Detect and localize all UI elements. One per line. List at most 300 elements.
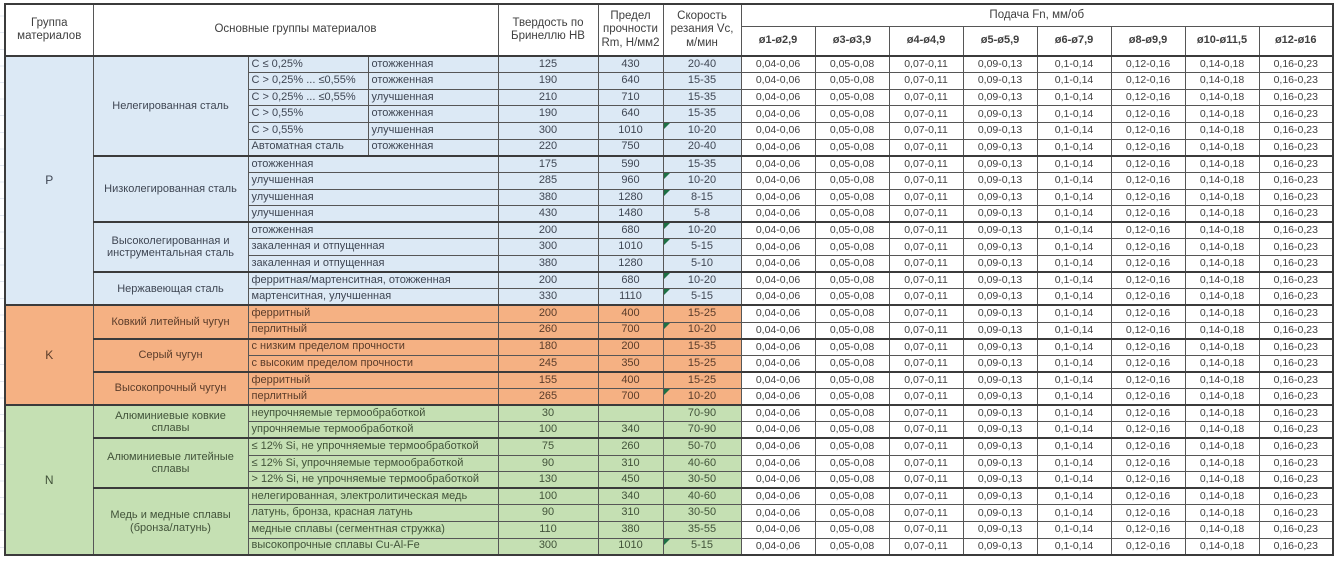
cell-feed-fn[interactable]: 0,16-0,23 <box>1259 405 1333 422</box>
cell-feed-fn[interactable]: 0,04-0,06 <box>741 123 815 140</box>
cell-feed-fn[interactable]: 0,16-0,23 <box>1259 206 1333 223</box>
cell-cutting-speed-vc[interactable]: 5-15 <box>663 289 741 306</box>
cell-feed-fn[interactable]: 0,14-0,18 <box>1185 106 1259 123</box>
cell-feed-fn[interactable]: 0,16-0,23 <box>1259 488 1333 505</box>
cell-feed-fn[interactable]: 0,09-0,13 <box>963 189 1037 206</box>
cell-material-description[interactable]: высокопрочные сплавы Cu-Al-Fe <box>248 538 498 555</box>
cell-material-description[interactable]: ферритный <box>248 372 498 389</box>
cell-feed-fn[interactable]: 0,09-0,13 <box>963 405 1037 422</box>
cell-feed-fn[interactable]: 0,16-0,23 <box>1259 172 1333 189</box>
cell-feed-fn[interactable]: 0,09-0,13 <box>963 505 1037 522</box>
cell-hardness-hb[interactable]: 200 <box>498 272 598 289</box>
cell-feed-fn[interactable]: 0,14-0,18 <box>1185 89 1259 106</box>
cell-feed-fn[interactable]: 0,05-0,08 <box>815 372 889 389</box>
cell-feed-fn[interactable]: 0,12-0,16 <box>1111 272 1185 289</box>
cell-feed-fn[interactable]: 0,16-0,23 <box>1259 189 1333 206</box>
cell-feed-fn[interactable]: 0,05-0,08 <box>815 89 889 106</box>
cell-material-group-code[interactable]: K <box>5 305 93 405</box>
cell-feed-fn[interactable]: 0,04-0,06 <box>741 422 815 439</box>
cell-cutting-speed-vc[interactable]: 5-15 <box>663 538 741 555</box>
cell-material-state[interactable]: отожженная <box>368 139 498 156</box>
cell-feed-fn[interactable]: 0,05-0,08 <box>815 256 889 273</box>
cell-feed-fn[interactable]: 0,04-0,06 <box>741 89 815 106</box>
cell-feed-fn[interactable]: 0,12-0,16 <box>1111 339 1185 356</box>
cell-feed-fn[interactable]: 0,16-0,23 <box>1259 56 1333 73</box>
cell-hardness-hb[interactable]: 380 <box>498 256 598 273</box>
cell-feed-fn[interactable]: 0,05-0,08 <box>815 189 889 206</box>
cell-feed-fn[interactable]: 0,12-0,16 <box>1111 172 1185 189</box>
cell-feed-fn[interactable]: 0,16-0,23 <box>1259 522 1333 539</box>
cell-feed-fn[interactable]: 0,14-0,18 <box>1185 372 1259 389</box>
cell-feed-fn[interactable]: 0,12-0,16 <box>1111 256 1185 273</box>
cell-feed-fn[interactable]: 0,1-0,14 <box>1037 222 1111 239</box>
cell-feed-fn[interactable]: 0,1-0,14 <box>1037 488 1111 505</box>
cell-feed-fn[interactable]: 0,1-0,14 <box>1037 505 1111 522</box>
cell-feed-fn[interactable]: 0,07-0,11 <box>889 455 963 472</box>
cell-strength-rm[interactable]: 1010 <box>598 123 663 140</box>
col-header-hardness[interactable]: Твердость по Бринеллю HB <box>498 4 598 56</box>
col-header-material-group[interactable]: Группа материалов <box>5 4 93 56</box>
cell-cutting-speed-vc[interactable]: 15-35 <box>663 89 741 106</box>
cell-feed-fn[interactable]: 0,16-0,23 <box>1259 438 1333 455</box>
cell-feed-fn[interactable]: 0,04-0,06 <box>741 389 815 406</box>
cell-hardness-hb[interactable]: 200 <box>498 222 598 239</box>
cell-feed-fn[interactable]: 0,16-0,23 <box>1259 422 1333 439</box>
cell-material-description[interactable]: с высоким пределом прочности <box>248 355 498 372</box>
cell-cutting-speed-vc[interactable]: 20-40 <box>663 56 741 73</box>
cell-material-description[interactable]: улучшенная <box>248 172 498 189</box>
cell-feed-fn[interactable]: 0,1-0,14 <box>1037 56 1111 73</box>
cell-feed-fn[interactable]: 0,07-0,11 <box>889 156 963 173</box>
cell-feed-fn[interactable]: 0,09-0,13 <box>963 256 1037 273</box>
cell-hardness-hb[interactable]: 200 <box>498 305 598 322</box>
cell-cutting-speed-vc[interactable]: 15-25 <box>663 372 741 389</box>
cell-feed-fn[interactable]: 0,16-0,23 <box>1259 73 1333 90</box>
cell-feed-fn[interactable]: 0,05-0,08 <box>815 438 889 455</box>
col-header-diameter[interactable]: ø6-ø7,9 <box>1037 26 1111 56</box>
cell-subgroup-name[interactable]: Высоколегированная и инструментальная сталь <box>93 222 248 272</box>
cell-hardness-hb[interactable]: 210 <box>498 89 598 106</box>
cell-feed-fn[interactable]: 0,04-0,06 <box>741 322 815 339</box>
cell-feed-fn[interactable]: 0,04-0,06 <box>741 172 815 189</box>
cell-cutting-speed-vc[interactable]: 40-60 <box>663 488 741 505</box>
cell-feed-fn[interactable]: 0,07-0,11 <box>889 438 963 455</box>
cell-feed-fn[interactable]: 0,07-0,11 <box>889 139 963 156</box>
cell-material-description[interactable]: мартенситная, улучшенная <box>248 289 498 306</box>
cell-feed-fn[interactable]: 0,07-0,11 <box>889 355 963 372</box>
cell-carbon-content[interactable]: C ≤ 0,25% <box>248 56 368 73</box>
cell-feed-fn[interactable]: 0,05-0,08 <box>815 339 889 356</box>
cell-feed-fn[interactable]: 0,16-0,23 <box>1259 123 1333 140</box>
cell-material-description[interactable]: перлитный <box>248 322 498 339</box>
cell-feed-fn[interactable]: 0,12-0,16 <box>1111 189 1185 206</box>
cell-cutting-speed-vc[interactable]: 15-35 <box>663 106 741 123</box>
cell-hardness-hb[interactable]: 265 <box>498 389 598 406</box>
cell-feed-fn[interactable]: 0,05-0,08 <box>815 505 889 522</box>
cell-hardness-hb[interactable]: 110 <box>498 522 598 539</box>
cell-subgroup-name[interactable]: Высокопрочный чугун <box>93 372 248 405</box>
cell-feed-fn[interactable]: 0,1-0,14 <box>1037 372 1111 389</box>
cell-feed-fn[interactable]: 0,09-0,13 <box>963 139 1037 156</box>
cell-feed-fn[interactable]: 0,16-0,23 <box>1259 106 1333 123</box>
cell-hardness-hb[interactable]: 175 <box>498 156 598 173</box>
cell-strength-rm[interactable]: 350 <box>598 355 663 372</box>
cell-hardness-hb[interactable]: 190 <box>498 106 598 123</box>
col-header-diameter[interactable]: ø4-ø4,9 <box>889 26 963 56</box>
cell-feed-fn[interactable]: 0,04-0,06 <box>741 339 815 356</box>
cell-feed-fn[interactable]: 0,14-0,18 <box>1185 73 1259 90</box>
cell-carbon-content[interactable]: Автоматная сталь <box>248 139 368 156</box>
cell-material-description[interactable]: перлитный <box>248 389 498 406</box>
cell-material-description[interactable]: с низким пределом прочности <box>248 339 498 356</box>
cell-cutting-speed-vc[interactable]: 5-8 <box>663 206 741 223</box>
cell-feed-fn[interactable]: 0,07-0,11 <box>889 339 963 356</box>
cell-feed-fn[interactable]: 0,1-0,14 <box>1037 189 1111 206</box>
cell-feed-fn[interactable]: 0,07-0,11 <box>889 488 963 505</box>
cell-feed-fn[interactable]: 0,12-0,16 <box>1111 522 1185 539</box>
cell-subgroup-name[interactable]: Нелегированная сталь <box>93 56 248 156</box>
cell-feed-fn[interactable]: 0,04-0,06 <box>741 438 815 455</box>
cell-feed-fn[interactable]: 0,04-0,06 <box>741 538 815 555</box>
cell-material-description[interactable]: улучшенная <box>248 189 498 206</box>
cell-hardness-hb[interactable]: 260 <box>498 322 598 339</box>
cell-feed-fn[interactable]: 0,14-0,18 <box>1185 172 1259 189</box>
cell-feed-fn[interactable]: 0,14-0,18 <box>1185 405 1259 422</box>
cell-feed-fn[interactable]: 0,14-0,18 <box>1185 139 1259 156</box>
cell-feed-fn[interactable]: 0,05-0,08 <box>815 73 889 90</box>
cell-feed-fn[interactable]: 0,05-0,08 <box>815 322 889 339</box>
cell-hardness-hb[interactable]: 330 <box>498 289 598 306</box>
cell-carbon-content[interactable]: C > 0,55% <box>248 106 368 123</box>
cell-cutting-speed-vc[interactable]: 10-20 <box>663 222 741 239</box>
cell-feed-fn[interactable]: 0,12-0,16 <box>1111 106 1185 123</box>
cell-feed-fn[interactable]: 0,16-0,23 <box>1259 372 1333 389</box>
cell-feed-fn[interactable]: 0,14-0,18 <box>1185 505 1259 522</box>
cell-feed-fn[interactable]: 0,12-0,16 <box>1111 222 1185 239</box>
cell-cutting-speed-vc[interactable]: 40-60 <box>663 455 741 472</box>
cell-feed-fn[interactable]: 0,05-0,08 <box>815 206 889 223</box>
cell-strength-rm[interactable]: 1480 <box>598 206 663 223</box>
cell-material-state[interactable]: отожженная <box>368 73 498 90</box>
cell-material-description[interactable]: ≤ 12% Si, не упрочняемые термообработкой <box>248 438 498 455</box>
cell-subgroup-name[interactable]: Серый чугун <box>93 339 248 372</box>
col-header-diameter[interactable]: ø10-ø11,5 <box>1185 26 1259 56</box>
cell-feed-fn[interactable]: 0,14-0,18 <box>1185 189 1259 206</box>
cell-feed-fn[interactable]: 0,14-0,18 <box>1185 389 1259 406</box>
cell-strength-rm[interactable]: 750 <box>598 139 663 156</box>
cell-feed-fn[interactable]: 0,09-0,13 <box>963 355 1037 372</box>
cell-feed-fn[interactable]: 0,16-0,23 <box>1259 305 1333 322</box>
cell-feed-fn[interactable]: 0,04-0,06 <box>741 139 815 156</box>
cell-feed-fn[interactable]: 0,04-0,06 <box>741 206 815 223</box>
cell-feed-fn[interactable]: 0,04-0,06 <box>741 289 815 306</box>
cell-strength-rm[interactable]: 340 <box>598 488 663 505</box>
cell-feed-fn[interactable]: 0,05-0,08 <box>815 156 889 173</box>
cell-cutting-speed-vc[interactable]: 70-90 <box>663 405 741 422</box>
cell-material-description[interactable]: закаленная и отпущенная <box>248 256 498 273</box>
col-header-diameter[interactable]: ø1-ø2,9 <box>741 26 815 56</box>
cell-feed-fn[interactable]: 0,09-0,13 <box>963 488 1037 505</box>
cell-feed-fn[interactable]: 0,05-0,08 <box>815 488 889 505</box>
cell-hardness-hb[interactable]: 220 <box>498 139 598 156</box>
cell-feed-fn[interactable]: 0,07-0,11 <box>889 372 963 389</box>
col-header-main-groups[interactable]: Основные группы материалов <box>93 4 498 56</box>
cell-feed-fn[interactable]: 0,12-0,16 <box>1111 73 1185 90</box>
cell-feed-fn[interactable]: 0,04-0,06 <box>741 272 815 289</box>
cell-feed-fn[interactable]: 0,16-0,23 <box>1259 289 1333 306</box>
cell-feed-fn[interactable]: 0,12-0,16 <box>1111 123 1185 140</box>
cell-feed-fn[interactable]: 0,1-0,14 <box>1037 455 1111 472</box>
cell-feed-fn[interactable]: 0,09-0,13 <box>963 239 1037 256</box>
cell-feed-fn[interactable]: 0,14-0,18 <box>1185 355 1259 372</box>
cell-hardness-hb[interactable]: 430 <box>498 206 598 223</box>
cell-feed-fn[interactable]: 0,16-0,23 <box>1259 505 1333 522</box>
cell-feed-fn[interactable]: 0,16-0,23 <box>1259 89 1333 106</box>
cell-carbon-content[interactable]: C > 0,25% ... ≤0,55% <box>248 89 368 106</box>
cell-material-description[interactable]: отожженная <box>248 156 498 173</box>
cell-feed-fn[interactable]: 0,14-0,18 <box>1185 206 1259 223</box>
cell-feed-fn[interactable]: 0,1-0,14 <box>1037 89 1111 106</box>
cell-material-state[interactable]: улучшенная <box>368 123 498 140</box>
cell-cutting-speed-vc[interactable]: 50-70 <box>663 438 741 455</box>
cell-hardness-hb[interactable]: 285 <box>498 172 598 189</box>
cell-feed-fn[interactable]: 0,12-0,16 <box>1111 89 1185 106</box>
cell-feed-fn[interactable]: 0,05-0,08 <box>815 405 889 422</box>
cell-material-group-code[interactable]: N <box>5 405 93 555</box>
cell-material-description[interactable]: латунь, бронза, красная латунь <box>248 505 498 522</box>
cell-feed-fn[interactable]: 0,1-0,14 <box>1037 305 1111 322</box>
cell-feed-fn[interactable]: 0,09-0,13 <box>963 322 1037 339</box>
cell-feed-fn[interactable]: 0,1-0,14 <box>1037 538 1111 555</box>
cell-strength-rm[interactable]: 430 <box>598 56 663 73</box>
cell-feed-fn[interactable]: 0,07-0,11 <box>889 106 963 123</box>
cell-feed-fn[interactable]: 0,09-0,13 <box>963 73 1037 90</box>
cell-cutting-speed-vc[interactable]: 35-55 <box>663 522 741 539</box>
cell-feed-fn[interactable]: 0,07-0,11 <box>889 56 963 73</box>
cell-feed-fn[interactable]: 0,04-0,06 <box>741 405 815 422</box>
cell-feed-fn[interactable]: 0,09-0,13 <box>963 123 1037 140</box>
cell-feed-fn[interactable]: 0,16-0,23 <box>1259 389 1333 406</box>
cell-subgroup-name[interactable]: Медь и медные сплавы (бронза/латунь) <box>93 488 248 555</box>
cell-strength-rm[interactable]: 960 <box>598 172 663 189</box>
cell-feed-fn[interactable]: 0,14-0,18 <box>1185 422 1259 439</box>
cell-feed-fn[interactable]: 0,12-0,16 <box>1111 455 1185 472</box>
cell-feed-fn[interactable]: 0,16-0,23 <box>1259 455 1333 472</box>
cell-feed-fn[interactable]: 0,07-0,11 <box>889 422 963 439</box>
cell-feed-fn[interactable]: 0,14-0,18 <box>1185 455 1259 472</box>
cell-cutting-speed-vc[interactable]: 70-90 <box>663 422 741 439</box>
cell-feed-fn[interactable]: 0,04-0,06 <box>741 372 815 389</box>
cell-feed-fn[interactable]: 0,05-0,08 <box>815 305 889 322</box>
col-header-diameter[interactable]: ø8-ø9,9 <box>1111 26 1185 56</box>
cell-strength-rm[interactable]: 310 <box>598 455 663 472</box>
cell-hardness-hb[interactable]: 155 <box>498 372 598 389</box>
cell-feed-fn[interactable]: 0,04-0,06 <box>741 505 815 522</box>
cell-feed-fn[interactable]: 0,12-0,16 <box>1111 372 1185 389</box>
cell-subgroup-name[interactable]: Ковкий литейный чугун <box>93 305 248 338</box>
cell-feed-fn[interactable]: 0,1-0,14 <box>1037 73 1111 90</box>
cell-feed-fn[interactable]: 0,14-0,18 <box>1185 472 1259 489</box>
cell-feed-fn[interactable]: 0,14-0,18 <box>1185 56 1259 73</box>
cell-feed-fn[interactable]: 0,07-0,11 <box>889 123 963 140</box>
col-header-speed[interactable]: Скорость резания Vc, м/мин <box>663 4 741 56</box>
cell-feed-fn[interactable]: 0,12-0,16 <box>1111 538 1185 555</box>
cell-feed-fn[interactable]: 0,09-0,13 <box>963 438 1037 455</box>
cell-feed-fn[interactable]: 0,09-0,13 <box>963 538 1037 555</box>
cell-feed-fn[interactable]: 0,16-0,23 <box>1259 538 1333 555</box>
cell-feed-fn[interactable]: 0,14-0,18 <box>1185 156 1259 173</box>
cell-strength-rm[interactable]: 700 <box>598 322 663 339</box>
cell-feed-fn[interactable]: 0,07-0,11 <box>889 472 963 489</box>
cell-feed-fn[interactable]: 0,04-0,06 <box>741 472 815 489</box>
cell-feed-fn[interactable]: 0,05-0,08 <box>815 522 889 539</box>
cell-feed-fn[interactable]: 0,09-0,13 <box>963 372 1037 389</box>
cell-feed-fn[interactable]: 0,07-0,11 <box>889 322 963 339</box>
cell-feed-fn[interactable]: 0,09-0,13 <box>963 339 1037 356</box>
cell-strength-rm[interactable]: 710 <box>598 89 663 106</box>
cell-strength-rm[interactable]: 680 <box>598 222 663 239</box>
cell-feed-fn[interactable]: 0,16-0,23 <box>1259 355 1333 372</box>
cell-feed-fn[interactable]: 0,07-0,11 <box>889 289 963 306</box>
col-header-diameter[interactable]: ø3-ø3,9 <box>815 26 889 56</box>
cell-feed-fn[interactable]: 0,04-0,06 <box>741 106 815 123</box>
cell-feed-fn[interactable]: 0,12-0,16 <box>1111 56 1185 73</box>
cell-material-description[interactable]: нелегированная, электролитическая медь <box>248 488 498 505</box>
cell-feed-fn[interactable]: 0,14-0,18 <box>1185 289 1259 306</box>
cell-strength-rm[interactable]: 1280 <box>598 256 663 273</box>
cell-feed-fn[interactable]: 0,14-0,18 <box>1185 239 1259 256</box>
cell-feed-fn[interactable]: 0,12-0,16 <box>1111 422 1185 439</box>
cell-feed-fn[interactable]: 0,07-0,11 <box>889 538 963 555</box>
cell-feed-fn[interactable]: 0,12-0,16 <box>1111 322 1185 339</box>
cell-feed-fn[interactable]: 0,1-0,14 <box>1037 389 1111 406</box>
cell-feed-fn[interactable]: 0,07-0,11 <box>889 206 963 223</box>
cell-feed-fn[interactable]: 0,12-0,16 <box>1111 289 1185 306</box>
cell-feed-fn[interactable]: 0,14-0,18 <box>1185 538 1259 555</box>
cell-material-state[interactable]: отожженная <box>368 106 498 123</box>
cell-feed-fn[interactable]: 0,07-0,11 <box>889 222 963 239</box>
cell-strength-rm[interactable] <box>598 405 663 422</box>
cell-material-group-code[interactable]: P <box>5 56 93 305</box>
cell-feed-fn[interactable]: 0,09-0,13 <box>963 472 1037 489</box>
cell-subgroup-name[interactable]: Низколегированная сталь <box>93 156 248 223</box>
cell-feed-fn[interactable]: 0,04-0,06 <box>741 488 815 505</box>
cell-strength-rm[interactable]: 1010 <box>598 538 663 555</box>
cell-hardness-hb[interactable]: 380 <box>498 189 598 206</box>
cell-feed-fn[interactable]: 0,09-0,13 <box>963 289 1037 306</box>
cell-feed-fn[interactable]: 0,05-0,08 <box>815 422 889 439</box>
cell-feed-fn[interactable]: 0,1-0,14 <box>1037 156 1111 173</box>
cell-feed-fn[interactable]: 0,09-0,13 <box>963 305 1037 322</box>
cell-feed-fn[interactable]: 0,16-0,23 <box>1259 322 1333 339</box>
cell-feed-fn[interactable]: 0,16-0,23 <box>1259 272 1333 289</box>
cell-material-description[interactable]: отожженная <box>248 222 498 239</box>
col-header-diameter[interactable]: ø5-ø5,9 <box>963 26 1037 56</box>
cell-material-description[interactable]: улучшенная <box>248 206 498 223</box>
cell-feed-fn[interactable]: 0,04-0,06 <box>741 156 815 173</box>
cell-feed-fn[interactable]: 0,1-0,14 <box>1037 472 1111 489</box>
cell-feed-fn[interactable]: 0,09-0,13 <box>963 156 1037 173</box>
cell-cutting-speed-vc[interactable]: 30-50 <box>663 472 741 489</box>
cell-feed-fn[interactable]: 0,09-0,13 <box>963 206 1037 223</box>
cell-hardness-hb[interactable]: 100 <box>498 422 598 439</box>
cell-feed-fn[interactable]: 0,07-0,11 <box>889 505 963 522</box>
cell-cutting-speed-vc[interactable]: 20-40 <box>663 139 741 156</box>
cell-feed-fn[interactable]: 0,07-0,11 <box>889 239 963 256</box>
cell-material-description[interactable]: закаленная и отпущенная <box>248 239 498 256</box>
cell-feed-fn[interactable]: 0,09-0,13 <box>963 106 1037 123</box>
cell-feed-fn[interactable]: 0,1-0,14 <box>1037 272 1111 289</box>
cell-feed-fn[interactable]: 0,14-0,18 <box>1185 305 1259 322</box>
cell-feed-fn[interactable]: 0,07-0,11 <box>889 172 963 189</box>
cell-carbon-content[interactable]: C > 0,25% ... ≤0,55% <box>248 73 368 90</box>
cell-feed-fn[interactable]: 0,05-0,08 <box>815 472 889 489</box>
cell-hardness-hb[interactable]: 300 <box>498 239 598 256</box>
cell-strength-rm[interactable]: 1110 <box>598 289 663 306</box>
cell-feed-fn[interactable]: 0,12-0,16 <box>1111 239 1185 256</box>
cell-feed-fn[interactable]: 0,16-0,23 <box>1259 472 1333 489</box>
cell-feed-fn[interactable]: 0,05-0,08 <box>815 56 889 73</box>
cell-feed-fn[interactable]: 0,04-0,06 <box>741 189 815 206</box>
cell-feed-fn[interactable]: 0,07-0,11 <box>889 522 963 539</box>
col-header-diameter[interactable]: ø12-ø16 <box>1259 26 1333 56</box>
cell-feed-fn[interactable]: 0,05-0,08 <box>815 355 889 372</box>
cell-feed-fn[interactable]: 0,16-0,23 <box>1259 256 1333 273</box>
cell-feed-fn[interactable]: 0,05-0,08 <box>815 289 889 306</box>
cell-strength-rm[interactable]: 590 <box>598 156 663 173</box>
cell-feed-fn[interactable]: 0,04-0,06 <box>741 256 815 273</box>
cell-cutting-speed-vc[interactable]: 15-35 <box>663 339 741 356</box>
cell-feed-fn[interactable]: 0,1-0,14 <box>1037 405 1111 422</box>
cell-feed-fn[interactable]: 0,09-0,13 <box>963 89 1037 106</box>
cell-feed-fn[interactable]: 0,04-0,06 <box>741 222 815 239</box>
cell-feed-fn[interactable]: 0,12-0,16 <box>1111 139 1185 156</box>
cell-cutting-speed-vc[interactable]: 10-20 <box>663 123 741 140</box>
cell-strength-rm[interactable]: 700 <box>598 389 663 406</box>
cell-feed-fn[interactable]: 0,05-0,08 <box>815 106 889 123</box>
cell-feed-fn[interactable]: 0,09-0,13 <box>963 222 1037 239</box>
col-header-strength[interactable]: Предел прочности Rm, Н/мм2 <box>598 4 663 56</box>
cell-feed-fn[interactable]: 0,05-0,08 <box>815 538 889 555</box>
cell-strength-rm[interactable]: 380 <box>598 522 663 539</box>
cell-feed-fn[interactable]: 0,12-0,16 <box>1111 472 1185 489</box>
cell-hardness-hb[interactable]: 300 <box>498 123 598 140</box>
cell-feed-fn[interactable]: 0,1-0,14 <box>1037 339 1111 356</box>
cell-feed-fn[interactable]: 0,05-0,08 <box>815 222 889 239</box>
cell-feed-fn[interactable]: 0,16-0,23 <box>1259 156 1333 173</box>
cell-material-description[interactable]: ферритный <box>248 305 498 322</box>
cell-feed-fn[interactable]: 0,16-0,23 <box>1259 139 1333 156</box>
cell-feed-fn[interactable]: 0,09-0,13 <box>963 522 1037 539</box>
cell-feed-fn[interactable]: 0,05-0,08 <box>815 123 889 140</box>
cell-material-description[interactable]: ≤ 12% Si, упрочняемые термообработкой <box>248 455 498 472</box>
cell-feed-fn[interactable]: 0,07-0,11 <box>889 189 963 206</box>
cell-hardness-hb[interactable]: 190 <box>498 73 598 90</box>
cell-feed-fn[interactable]: 0,12-0,16 <box>1111 156 1185 173</box>
cell-cutting-speed-vc[interactable]: 15-25 <box>663 305 741 322</box>
col-header-feed[interactable]: Подача Fn, мм/об <box>741 4 1333 26</box>
cell-feed-fn[interactable]: 0,1-0,14 <box>1037 289 1111 306</box>
cell-feed-fn[interactable]: 0,1-0,14 <box>1037 206 1111 223</box>
cell-strength-rm[interactable]: 200 <box>598 339 663 356</box>
cell-feed-fn[interactable]: 0,1-0,14 <box>1037 106 1111 123</box>
cell-strength-rm[interactable]: 450 <box>598 472 663 489</box>
cell-hardness-hb[interactable]: 100 <box>498 488 598 505</box>
cell-hardness-hb[interactable]: 75 <box>498 438 598 455</box>
cell-feed-fn[interactable]: 0,14-0,18 <box>1185 339 1259 356</box>
cell-feed-fn[interactable]: 0,05-0,08 <box>815 389 889 406</box>
cell-strength-rm[interactable]: 640 <box>598 106 663 123</box>
